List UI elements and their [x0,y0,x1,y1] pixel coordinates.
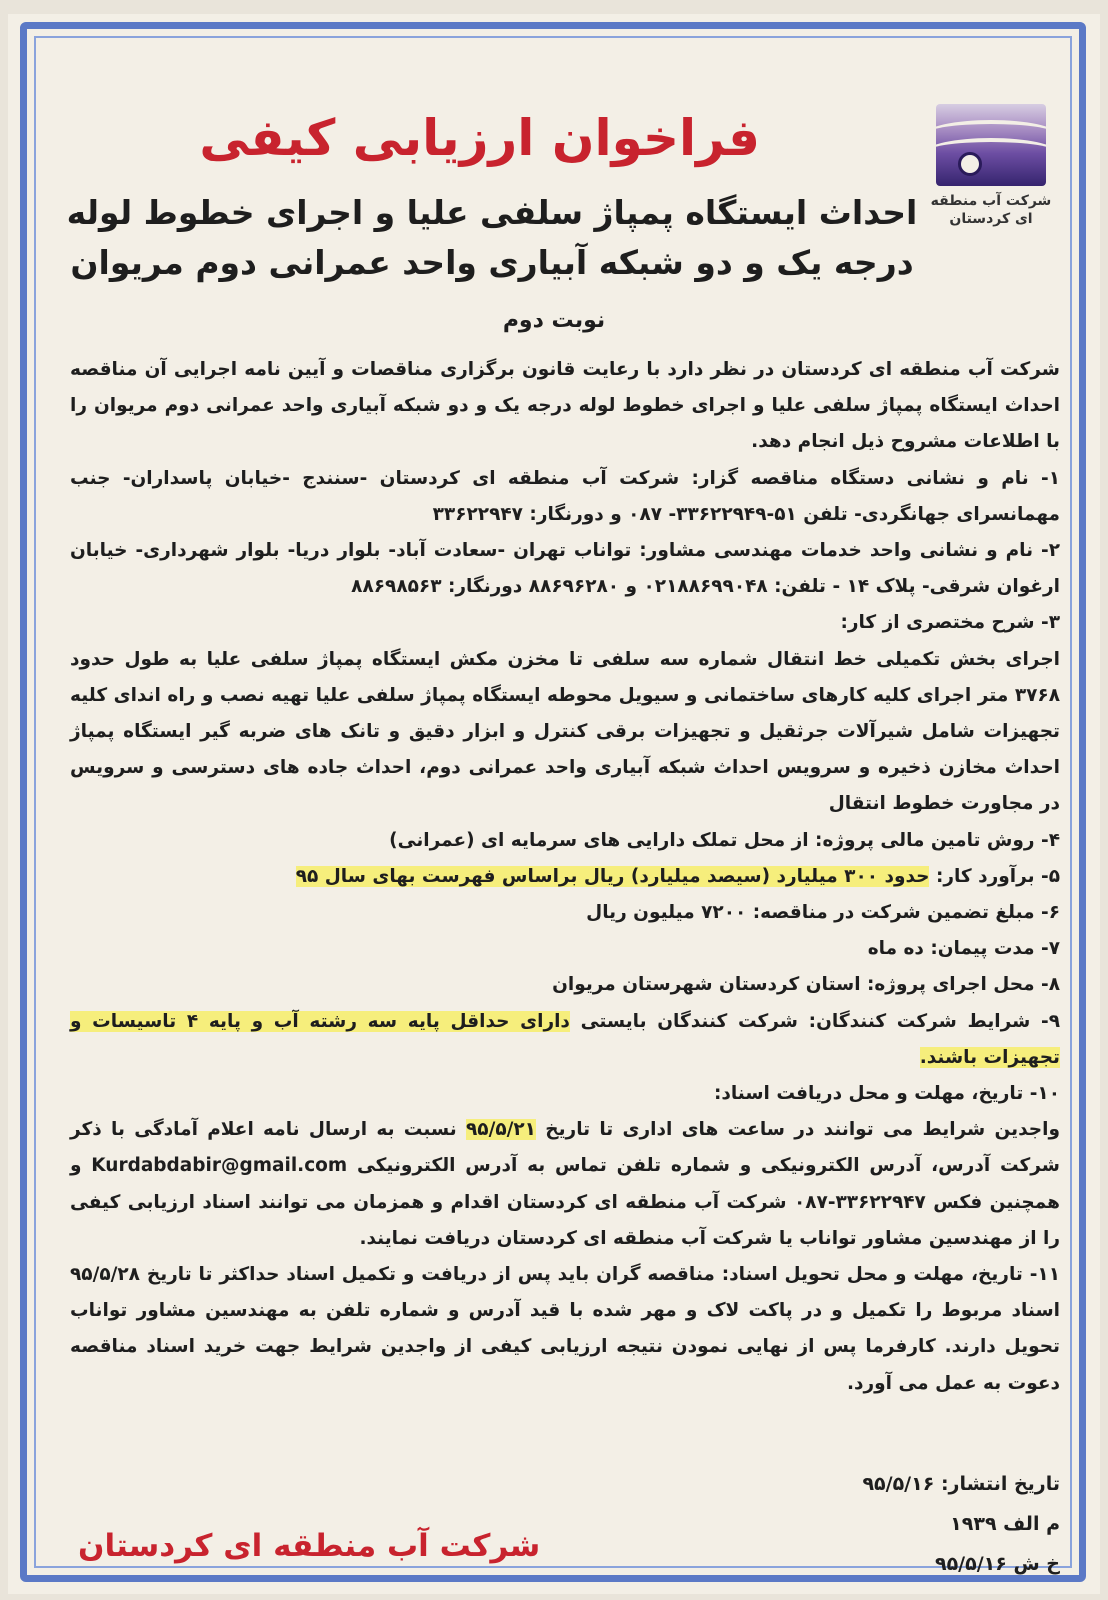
item-2: ۲- نام و نشانی واحد خدمات مهندسی مشاور: تواناب تهران -سعادت آباد- بلوار دریا- بلوار شهرداری- خیابان ارغوان شرقی- پلاک ۱۴ - تلفن: ۰۲۱۸۸۶۹۹۰۴۸ و ۸۸۶۹۶۲۸۰ دورنگار: ۸۸۶۹۸۵۶۳ [70,540,1060,598]
item-6: ۶- مبلغ تضمین شرکت در مناقصه: ۷۲۰۰ میلیون ریال [586,902,1060,924]
item-5 [70,859,1060,895]
tender-body [70,352,1060,1402]
publication-ref: خ ش ۹۵/۵/۱۶ [934,1553,1060,1575]
publication-date: تاریخ انتشار: ۹۵/۵/۱۶ [862,1473,1060,1495]
item-3-text: اجرای بخش تکمیلی خط انتقال شماره سه سلفی تا مخزن مکش ایستگاه پمپاژ سلفی علیا به طول حدود ۳۷۶۸ متر اجرای کلیه کارهای ساختمانی و سیویل محوطه ایستگاه پمپاژ سلفی علیا تهیه نصب و راه اندای کلیه تجهیزات شامل شیرآلات جرثقیل و تجهیزات برقی کنترل و ابزار دقیق و تانک های ضربه گیر ایستگاه پمپاژ احداث مخازن ذخیره و سرویس احداث شبکه آبیاری واحد عمرانی دوم، احداث جاده های دسترسی و سرویس در مجاورت خطوط انتقال [70,648,1060,815]
item-10-label: ۱۰- تاریخ، مهلت و محل دریافت اسناد: [713,1083,1060,1105]
water-wave-logo-icon [936,104,1046,186]
contact-email: Kurdabdabir@gmail.com [91,1155,348,1177]
item-10-text [70,1112,1060,1257]
item-10-date-highlight: ۹۵/۵/۲۱ [466,1119,536,1141]
item-11: ۱۱- تاریخ، مهلت و محل تحویل اسناد: مناقصه گران باید پس از دریافت و تکمیل اسناد حداکثر تا تاریخ ۹۵/۵/۲۸ اسناد مربوط را تکمیل و در پاکت لاک و مهر شده با قید آدرس و شماره تلفن به مهندسین مشاور تواناب تحویل دارند. کارفرما پس از نهایی نمودن نتیجه ارزیابی کیفی از واجدین شرایط جهت خرید اسناد مناقصه دعوت به عمل می آورد. [70,1264,1060,1394]
intro-paragraph: شرکت آب منطقه ای کردستان در نظر دارد با رعایت قانون برگزاری مناقصات و آیین نامه اجرایی آن مناقصه احداث ایستگاه پمپاژ سلفی علیا و اجرای خطوط لوله درجه یک و دو شبکه آبیاری واحد عمرانی دوم مریوان را با اطلاعات مشروح ذیل انجام دهد. [70,359,1060,453]
footer-signature: شرکت آب منطقه ای کردستان [78,1528,541,1564]
publication-info [760,1464,1060,1584]
project-subtitle: احداث ایستگاه پمپاژ سلفی علیا و اجرای خطوط لوله درجه یک و دو شبکه آبیاری واحد عمرانی دوم مریوان [66,193,918,282]
item-8: ۸- محل اجرای پروژه: استان کردستان شهرستان مریوان [552,974,1060,996]
round-label: نوبت دوم [502,308,606,333]
company-logo [930,104,1052,260]
item-5-label: ۵- برآورد کار: [935,865,1060,887]
item-10-part-b: نسبت به ارسال نامه اعلام آمادگی با ذکر شرکت آدرس، آدرس الکترونیکی و شماره تلفن تماس به آدرس الکترونیکی [70,1119,1060,1177]
item-9 [70,1004,1060,1076]
item-7: ۷- مدت پیمان: ده ماه [867,938,1060,960]
item-10-part-c: و همچنین فکس ۳۳۶۲۲۹۴۷-۰۸۷ شرکت آب منطقه ای کردستان اقدام و همزمان می توانند اسناد ارزیابی کیفی را از مهندسین مشاور تواناب یا شرکت آب منطقه ای کردستان دریافت نمایند. [70,1155,1060,1249]
item-9-value-highlight: دارای حداقل پایه سه رشته آب و پایه ۴ تاسیسات و تجهیزات باشند. [70,1010,1060,1068]
publication-code: م الف ۱۹۳۹ [950,1513,1060,1535]
item-10-part-a: واجدین شرایط می توانند در ساعت های اداری تا تاریخ [545,1119,1060,1141]
item-9-label: ۹- شرایط شرکت کنندگان: شرکت کنندگان بایستی [580,1010,1060,1032]
item-3-label: ۳- شرح مختصری از کار: [840,612,1060,634]
item-5-value-highlight: حدود ۳۰۰ میلیارد (سیصد میلیارد) ریال براساس فهرست بهای سال ۹۵ [295,865,930,887]
advertisement [48,40,1060,1575]
item-4: ۴- روش تامین مالی پروژه: از محل تملک دارایی های سرمایه ای (عمرانی) [389,829,1060,851]
page-title: فراخوان ارزیابی کیفی [199,109,760,167]
logo-company-name: شرکت آب منطقه ای کردستان [930,193,1052,227]
item-1: ۱- نام و نشانی دستگاه مناقصه گزار: شرکت آب منطقه ای کردستان -سنندج -خیابان پاسداران- جنب مهمانسرای جهانگردی- تلفن ۵۱-۳۳۶۲۲۹۴۹- ۰۸۷ و دورنگار: ۳۳۶۲۲۹۴۷ [70,467,1060,525]
